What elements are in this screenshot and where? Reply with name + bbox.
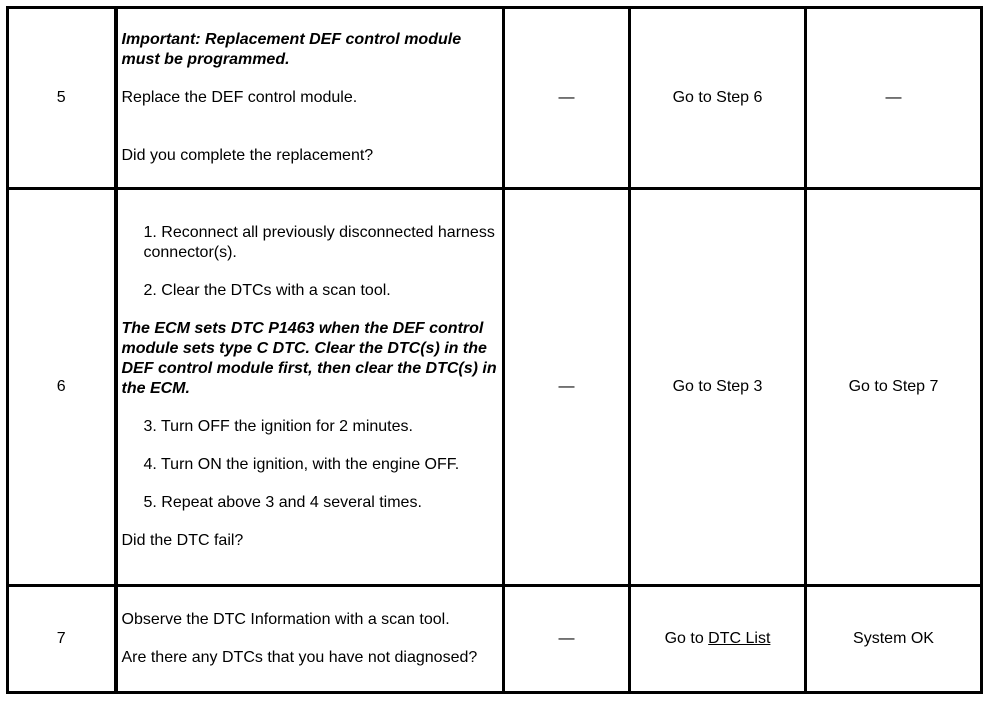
action-text: Replace the DEF control module.: [121, 89, 358, 106]
action-text: Observe the DTC Information with a scan tool.: [121, 611, 450, 628]
values-cell: —: [504, 8, 630, 189]
step-number: 5: [8, 8, 116, 189]
procedure-item: 3. Turn OFF the ignition for 2 minutes.: [143, 418, 413, 435]
no-cell: Go to Step 7: [806, 189, 982, 586]
procedure-item: 1. Reconnect all previously disconnected harness connector(s).: [143, 224, 495, 261]
dtc-list-link[interactable]: DTC List: [708, 630, 771, 647]
action-cell: [116, 189, 504, 586]
question-text: Are there any DTCs that you have not diagnosed?: [121, 649, 478, 666]
procedure-item: 2. Clear the DTCs with a scan tool.: [143, 282, 391, 299]
diagnostic-table: [6, 6, 983, 694]
step-number: 6: [8, 189, 116, 586]
yes-cell: Go to Step 6: [630, 8, 806, 189]
procedure-item: 5. Repeat above 3 and 4 several times.: [143, 494, 422, 511]
diagnostic-table-container: [6, 6, 980, 694]
question-text: Did the DTC fail?: [121, 532, 244, 549]
values-cell: —: [504, 586, 630, 693]
table-row: [8, 189, 982, 586]
procedure-item: 4. Turn ON the ignition, with the engine OFF.: [143, 456, 460, 473]
values-cell: —: [504, 189, 630, 586]
yes-cell: [630, 586, 806, 693]
important-note: Important: Replacement DEF control module must be programmed.: [121, 31, 462, 68]
table-row: [8, 586, 982, 693]
step-number: 7: [8, 586, 116, 693]
no-cell: System OK: [806, 586, 982, 693]
table-row: [8, 8, 982, 189]
yes-cell: Go to Step 3: [630, 189, 806, 586]
yes-prefix: Go to: [664, 630, 709, 647]
question-text: Did you complete the replacement?: [121, 147, 374, 164]
no-cell: —: [806, 8, 982, 189]
action-cell: [116, 586, 504, 693]
important-note: The ECM sets DTC P1463 when the DEF control module sets type C DTC. Clear the DTC(s) in the DEF control module first, then clear the DTC(s) in the ECM.: [121, 320, 497, 397]
action-cell: [116, 8, 504, 189]
